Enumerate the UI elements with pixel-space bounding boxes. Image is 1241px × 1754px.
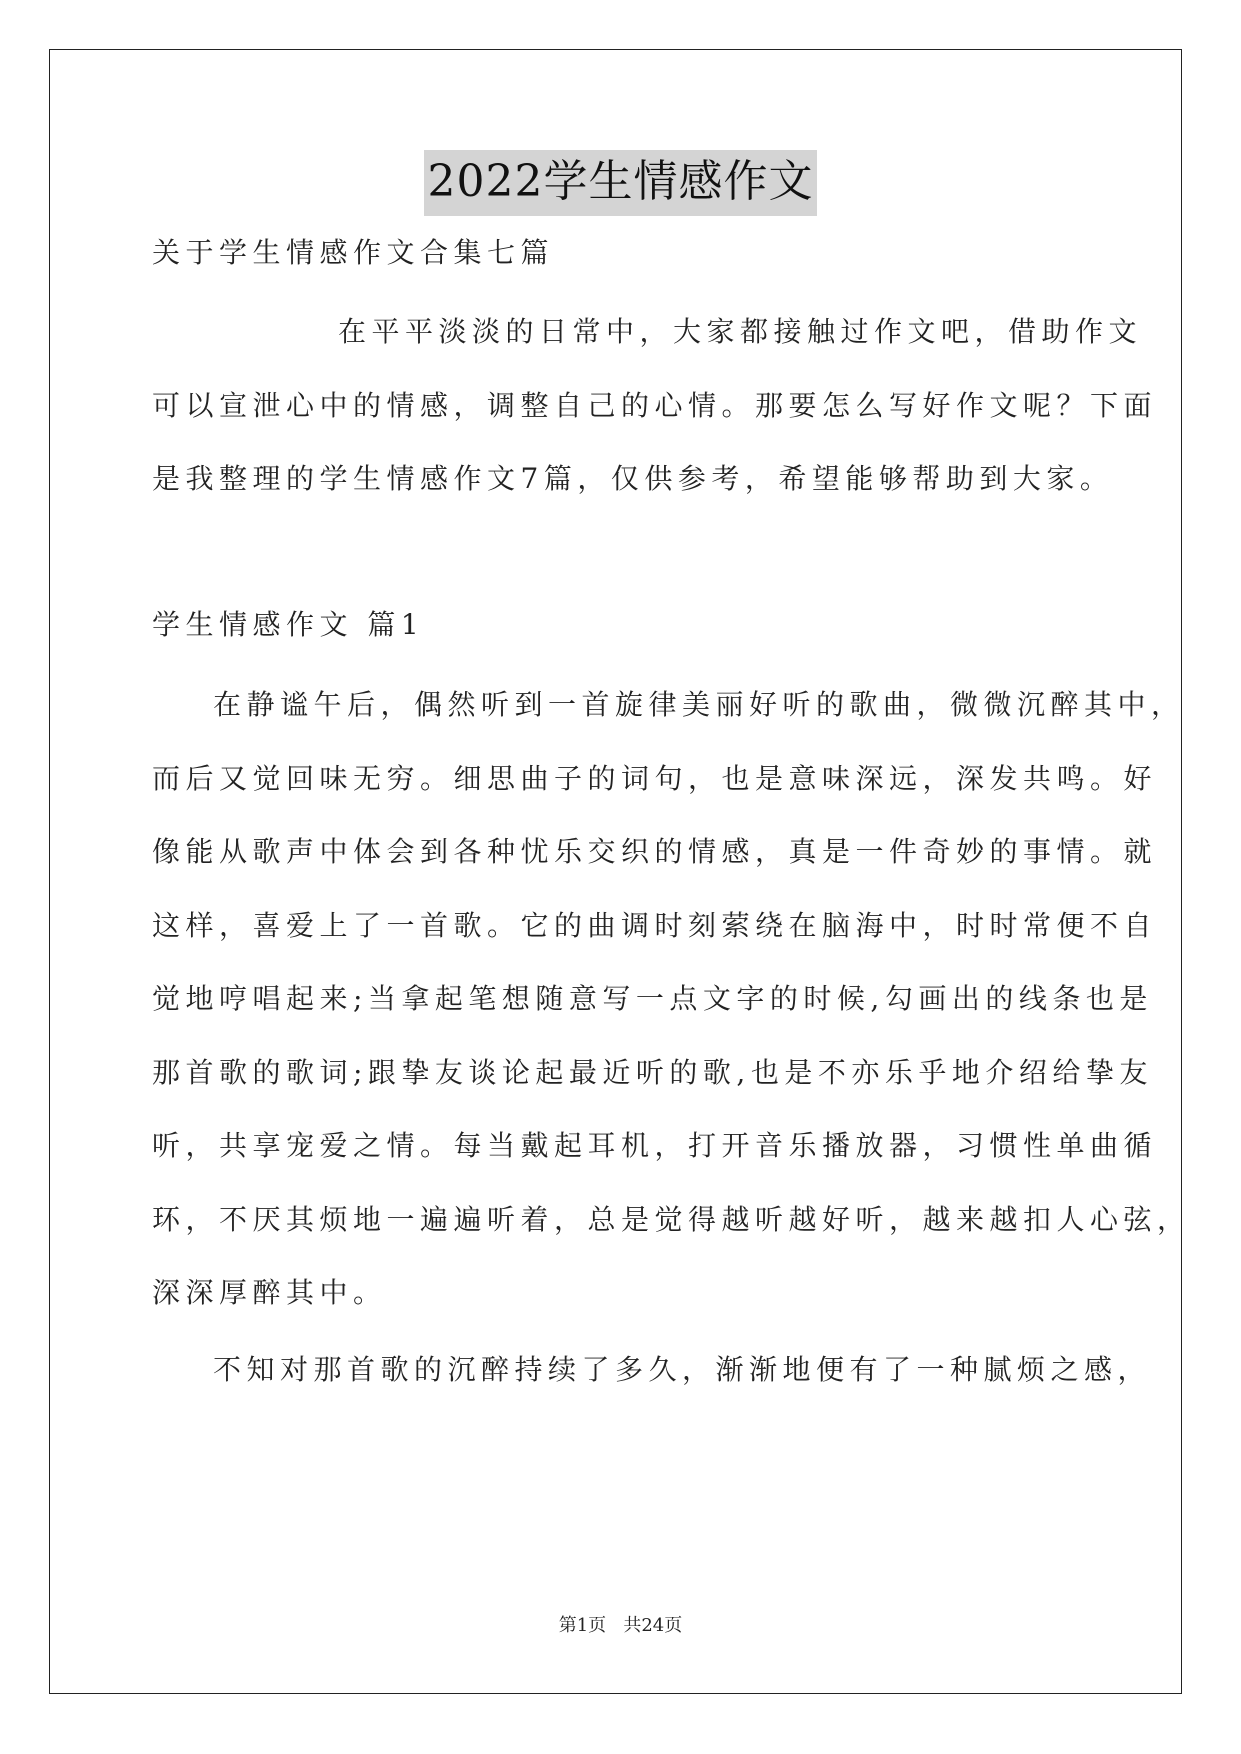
intro-line: 在平平淡淡的日常中，大家都接触过作文吧，借助作文 — [338, 315, 1143, 348]
paragraph-line: 那首歌的歌词;跟挚友谈论起最近听的歌,也是不亦乐乎地介绍给挚友 — [152, 1056, 1153, 1089]
paragraph-line: 不知对那首歌的沉醉持续了多久，渐渐地便有了一种腻烦之感， — [213, 1353, 1152, 1386]
paragraph-line: 听，共享宠爱之情。每当戴起耳机，打开音乐播放器，习惯性单曲循 — [152, 1129, 1158, 1162]
section-heading: 学生情感作文 篇1 — [152, 608, 425, 641]
paragraph-line: 而后又觉回味无穷。细思曲子的词句，也是意味深远，深发共鸣。好 — [152, 762, 1158, 795]
paragraph-line: 在静谧午后，偶然听到一首旋律美丽好听的歌曲，微微沉醉其中， — [213, 688, 1185, 721]
page-footer: 第1页 共24页 — [558, 1615, 683, 1636]
title-container — [0, 150, 1241, 216]
paragraph-line: 环，不厌其烦地一遍遍听着，总是觉得越听越好听，越来越扣人心弦， — [152, 1203, 1191, 1236]
paragraph-line: 这样，喜爱上了一首歌。它的曲调时刻萦绕在脑海中，时时常便不自 — [152, 909, 1158, 942]
paragraph-line: 觉地哼唱起来;当拿起笔想随意写一点文字的时候,勾画出的线条也是 — [152, 982, 1153, 1015]
intro-line: 是我整理的学生情感作文7篇，仅供参考，希望能够帮助到大家。 — [152, 462, 1114, 495]
paragraph-line: 像能从歌声中体会到各种忧乐交织的情感，真是一件奇妙的事情。就 — [152, 835, 1158, 868]
document-title: 2022学生情感作文 — [424, 150, 818, 216]
paragraph-line: 深深厚醉其中。 — [152, 1276, 387, 1309]
intro-line: 可以宣泄心中的情感，调整自己的心情。那要怎么写好作文呢？下面 — [152, 389, 1158, 422]
document-subtitle: 关于学生情感作文合集七篇 — [152, 236, 555, 269]
